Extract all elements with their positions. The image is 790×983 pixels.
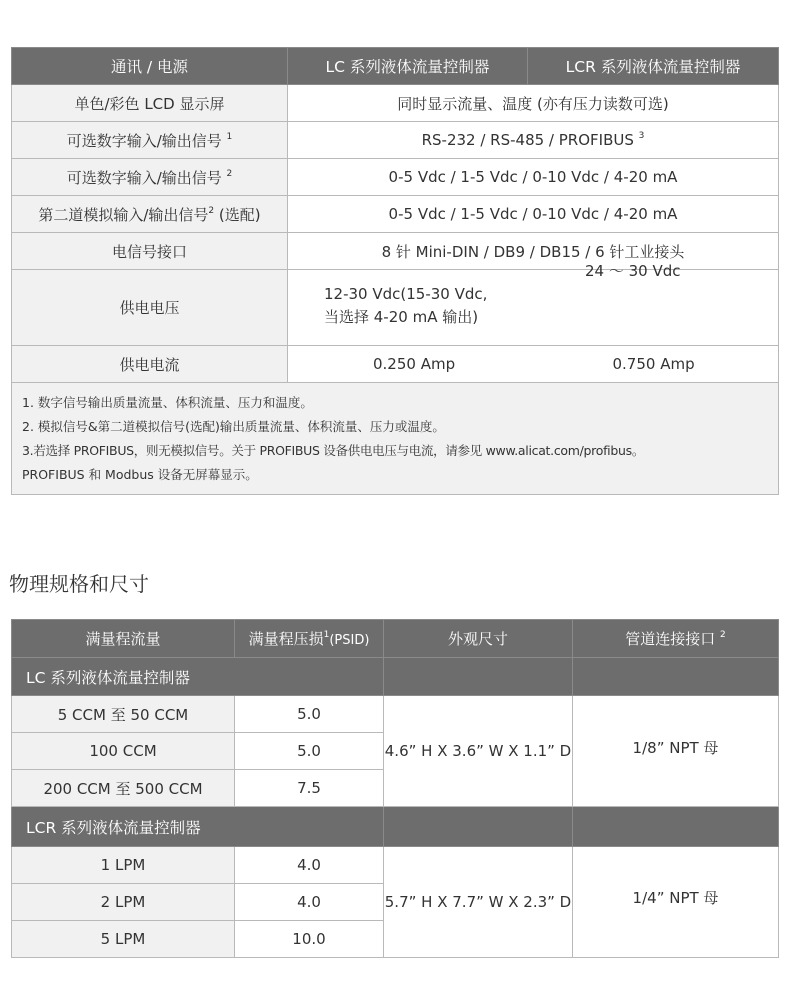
- port-cell: 1/4” NPT 母: [573, 847, 779, 958]
- flow-cell: 200 CCM 至 500 CCM: [12, 770, 235, 807]
- row-value: 同时显示流量、温度 (亦有压力读数可选): [288, 85, 779, 122]
- pressure-cell: 5.0: [235, 733, 384, 770]
- pressure-cell: 5.0: [235, 696, 384, 733]
- header-dimensions: 外观尺寸: [384, 620, 573, 658]
- group-header-lcr: [12, 807, 779, 847]
- section-title: 物理规格和尺寸: [9, 572, 149, 596]
- pressure-cell: 4.0: [235, 884, 384, 921]
- row-label: 可选数字输入/输出信号 $^1$: [12, 122, 288, 159]
- group-header-lc: [12, 658, 779, 696]
- flow-cell: 1 LPM: [12, 847, 235, 884]
- communication-power-table: [11, 47, 779, 495]
- pressure-cell: 4.0: [235, 847, 384, 884]
- row-value: 0-5 Vdc / 1-5 Vdc / 0-10 Vdc / 4-20 mA: [288, 196, 779, 233]
- table-header-row: [12, 620, 779, 658]
- dimensions-cell: 5.7” H X 7.7” W X 2.3” D: [384, 847, 573, 958]
- lc-voltage-line2: 当选择 4-20 mA 输出): [324, 307, 479, 326]
- header-lc-series: LC 系列液体流量控制器: [288, 48, 528, 85]
- table-row: [12, 847, 779, 884]
- port-cell: 1/8” NPT 母: [573, 696, 779, 807]
- table-row: [12, 85, 779, 122]
- group-name: LCR 系列液体流量控制器: [12, 807, 384, 847]
- flow-cell: 5 LPM: [12, 921, 235, 958]
- flow-cell: 100 CCM: [12, 733, 235, 770]
- table-row: [12, 122, 779, 159]
- dimensions-cell: 4.6” H X 3.6” W X 1.1” D: [384, 696, 573, 807]
- pressure-cell: 7.5: [235, 770, 384, 807]
- pressure-cell: 10.0: [235, 921, 384, 958]
- lcr-current: 0.750 Amp: [528, 346, 779, 383]
- power-voltage-row: [12, 270, 779, 346]
- table-row: [12, 696, 779, 733]
- footnote: 1. 数字信号输出质量流量、体积流量、压力和温度。: [22, 395, 313, 410]
- group-name: LC 系列液体流量控制器: [12, 658, 384, 696]
- table-header-row: [12, 48, 779, 85]
- row-label: 电信号接口: [12, 233, 288, 270]
- table-row: [12, 196, 779, 233]
- row-label: 供电电流: [12, 346, 288, 383]
- flow-cell: 5 CCM 至 50 CCM: [12, 696, 235, 733]
- row-value: 0-5 Vdc / 1-5 Vdc / 0-10 Vdc / 4-20 mA: [288, 159, 779, 196]
- header-pressure-drop: 满量程压损$^1$(PSID): [235, 620, 384, 658]
- row-label: 可选数字输入/输出信号 $^2$: [12, 159, 288, 196]
- header-comm-power: 通讯 / 电源: [12, 48, 288, 85]
- table-row: [12, 159, 779, 196]
- row-value: 8 针 Mini-DIN / DB9 / DB15 / 6 针工业接头: [288, 233, 779, 270]
- row-label: 单色/彩色 LCD 显示屏: [12, 85, 288, 122]
- footnote: 3.若选择 PROFIBUS，则无模拟信号。关于 PROFIBUS 设备供电电压与电流，请参见 www.alicat.com/profibus。: [22, 443, 645, 458]
- header-port: 管道连接接口 $^2$: [573, 620, 779, 658]
- row-value: RS-232 / RS-485 / PROFIBUS $^3$: [288, 122, 779, 159]
- notes-row: [12, 383, 779, 495]
- lcr-voltage: 24 ～ 30 Vdc: [585, 261, 681, 280]
- physical-specs-table: [11, 619, 779, 958]
- footnote: 2. 模拟信号&第二道模拟信号(选配)输出质量流量、体积流量、压力或温度。: [22, 419, 445, 434]
- power-current-row: [12, 346, 779, 383]
- footnote: PROFIBUS 和 Modbus 设备无屏幕显示。: [22, 467, 258, 482]
- lc-voltage-line1: 12-30 Vdc(15-30 Vdc,: [324, 284, 488, 303]
- header-flow-range: 满量程流量: [12, 620, 235, 658]
- lc-current: 0.250 Amp: [288, 346, 528, 383]
- power-voltage-values: [288, 261, 779, 346]
- header-lcr-series: LCR 系列液体流量控制器: [528, 48, 779, 85]
- row-label: 供电电压: [12, 270, 288, 346]
- row-label: 第二道模拟输入/输出信号$^2$ (选配): [12, 196, 288, 233]
- flow-cell: 2 LPM: [12, 884, 235, 921]
- footnotes: [12, 383, 779, 495]
